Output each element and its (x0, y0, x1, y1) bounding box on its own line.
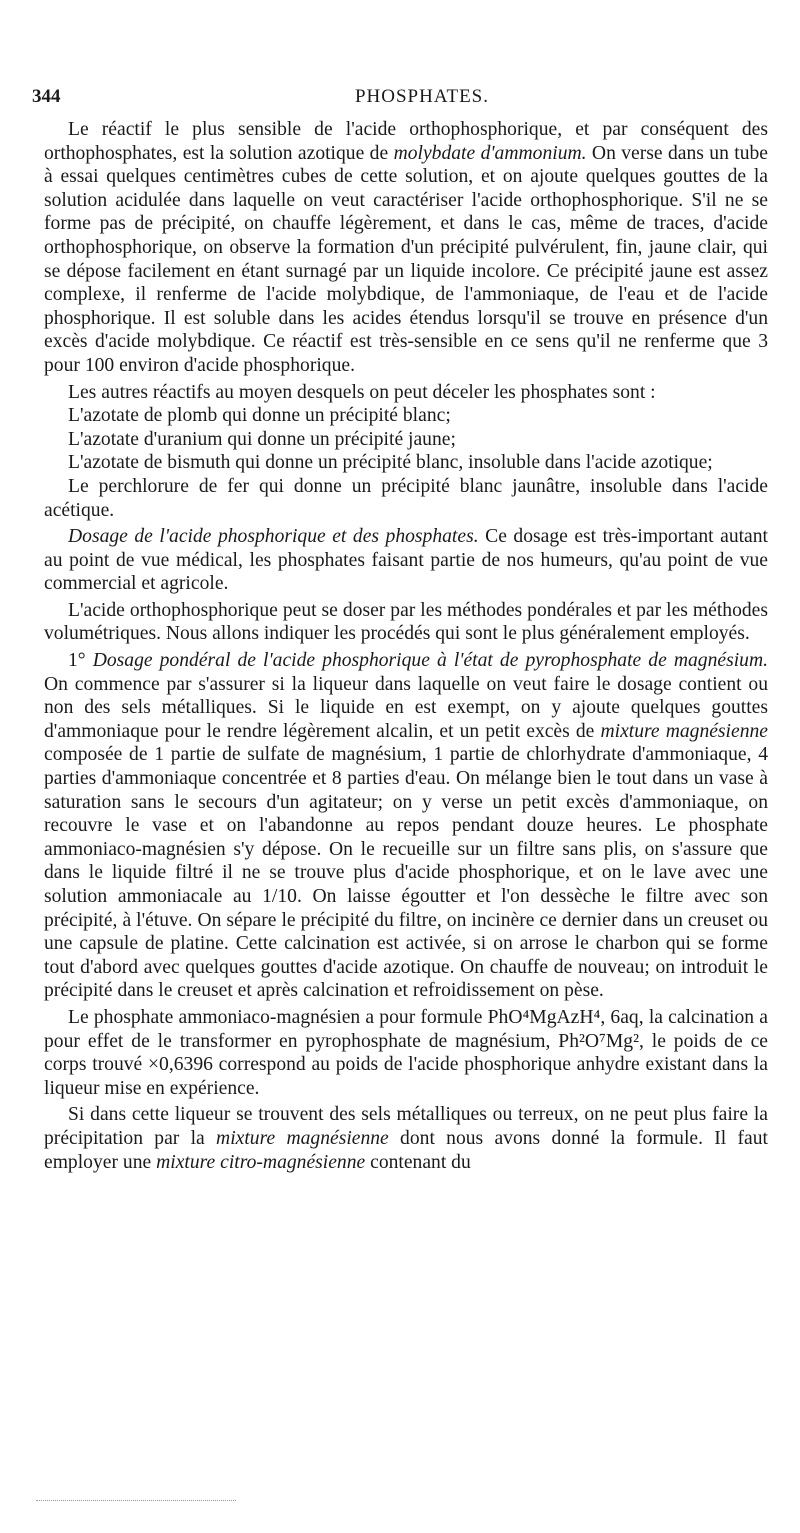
paragraph (44, 475, 768, 522)
paragraph (44, 451, 768, 475)
paragraph-text: L'azotate de bismuth qui donne un précipité blanc, insoluble dans l'acide azotique; (68, 452, 713, 474)
paragraph-text: L'azotate de plomb qui donne un précipité blanc; (68, 405, 451, 427)
paragraph-text: dont nous avons donné la formule. Il faut employer une (44, 1127, 768, 1173)
italic-text: mixture magnésienne (216, 1127, 389, 1149)
paragraph (44, 649, 768, 1003)
paragraph-text: composée de 1 partie de sulfate de magnésium, 1 partie de chlorhydrate d'ammoniaque, 4 parties d'ammoniaque concentrée et 8 parties d'eau. On mélange bien le tout dans un vase à saturation sans le secours d'un agitateur; on y verse un petit excès d'ammoniaque, on recouvre le vase et on l'abandonne au repos pendant douze heures. Le phosphate ammoniaco-magnésien s'y dépose. On le recueille sur un filtre sans plis, on s'assure que dans le liquide filtré il ne se trouve plus d'acide phosphorique, et on le lave avec une solution ammoniacale au 1/10. On laisse égoutter et l'on dessèche le filtre avec son précipité, à l'étuve. On sépare le précipité du filtre, on incinère ce dernier dans un creuset ou une capsule de platine. Cette calcination est activée, si on arrose le charbon qui se forme tout d'abord avec quelques gouttes d'acide azotique. On chauffe de nouveau; on introduit le précipité dans le creuset et après calcination et refroidissement on pèse. (44, 744, 768, 1002)
paragraph-text: Le perchlorure de fer qui donne un précipité blanc jaunâtre, insoluble dans l'acide acétique. (44, 475, 768, 521)
body-text (44, 118, 768, 1174)
paragraph (44, 1103, 768, 1174)
paragraph (44, 428, 768, 452)
paragraph-text: Ce dosage est très-important autant au point de vue médical, les phosphates faisant partie de nos humeurs, qu'au point de vue commercial et agricole. (44, 526, 768, 595)
paragraph (44, 599, 768, 646)
paragraph-text: L'acide orthophosphorique peut se doser par les méthodes pondérales et par les méthodes volumétriques. Nous allons indiquer les procédés qui sont le plus généralement employés. (44, 599, 768, 645)
paragraph-text: On commence par s'assurer si la liqueur dans laquelle on veut faire le dosage contient ou non des sels métalliques. Si le liquide en est exempt, on y ajoute quelques gouttes d'ammoniaque pour le rendre légèrement alcalin, et un petit excès de (44, 673, 768, 742)
paragraph-text: 1° (68, 650, 93, 672)
footer-rule (36, 1500, 236, 1501)
paragraph-text: L'azotate d'uranium qui donne un précipité jaune; (68, 428, 456, 450)
italic-text: mixture citro-magnésienne (156, 1151, 366, 1173)
italic-text: mixture magnésienne (600, 720, 768, 742)
page-number: 344 (32, 86, 61, 107)
running-title: PHOSPHATES. (354, 86, 489, 107)
paragraph-text: On verse dans un tube à essai quelques centimètres cubes de cette solution, et on ajoute quelques gouttes de la solution acidulée dans laquelle on veut caractériser l'acide orthophosphorique. S'il ne se forme pas de précipité, on chauffe légèrement, et dans le cas, même de traces, d'acide orthophosphorique, on observe la formation d'un précipité pulvérulent, fin, jaune clair, qui se dépose facilement en étant surnagé par un liquide incolore. Ce précipité jaune est assez complexe, il renferme de l'acide molybdique, de l'ammoniaque, de l'eau et de l'acide phosphorique. Il est soluble dans les acides étendus lorsqu'il se trouve en présence d'un excès d'acide molybdique. Ce réactif est très-sensible en ce sens qu'il ne renferme que 3 pour 100 environ d'acide phosphorique. (44, 142, 769, 376)
italic-text: molybdate d'ammonium. (393, 142, 587, 164)
paragraph-text: Les autres réactifs au moyen desquels on peut déceler les phosphates sont : (68, 381, 656, 403)
paragraph (44, 525, 768, 596)
paragraph-text: Le réactif le plus sensible de l'acide orthophosphorique, et par conséquent des orthophosphates, est la solution azotique de (44, 119, 768, 164)
italic-text: Dosage pondéral de l'acide phosphorique à l'état de pyrophosphate de magnésium. (92, 650, 768, 672)
paragraph-text: contenant du (365, 1151, 471, 1173)
paragraph (44, 381, 768, 405)
italic-text: Dosage de l'acide phosphorique et des phosphates. (68, 526, 479, 548)
page-header (32, 86, 772, 116)
paragraph-text: Si dans cette liqueur se trouvent des sels métalliques ou terreux, on ne peut plus faire la précipitation par la (44, 1104, 768, 1149)
paragraph (44, 1006, 768, 1100)
paragraph (44, 404, 768, 428)
paragraph-text: Le phosphate ammoniaco-magnésien a pour formule PhO⁴MgAzH⁴, 6aq, la calcination a pour effet de le transformer en pyrophosphate de magnésium, Ph²O⁷Mg², le poids de ce corps trouvé ×0,6396 correspond au poids de l'acide phosphorique anhydre existant dans la liqueur mise en expérience. (44, 1006, 768, 1099)
paragraph (44, 118, 768, 378)
